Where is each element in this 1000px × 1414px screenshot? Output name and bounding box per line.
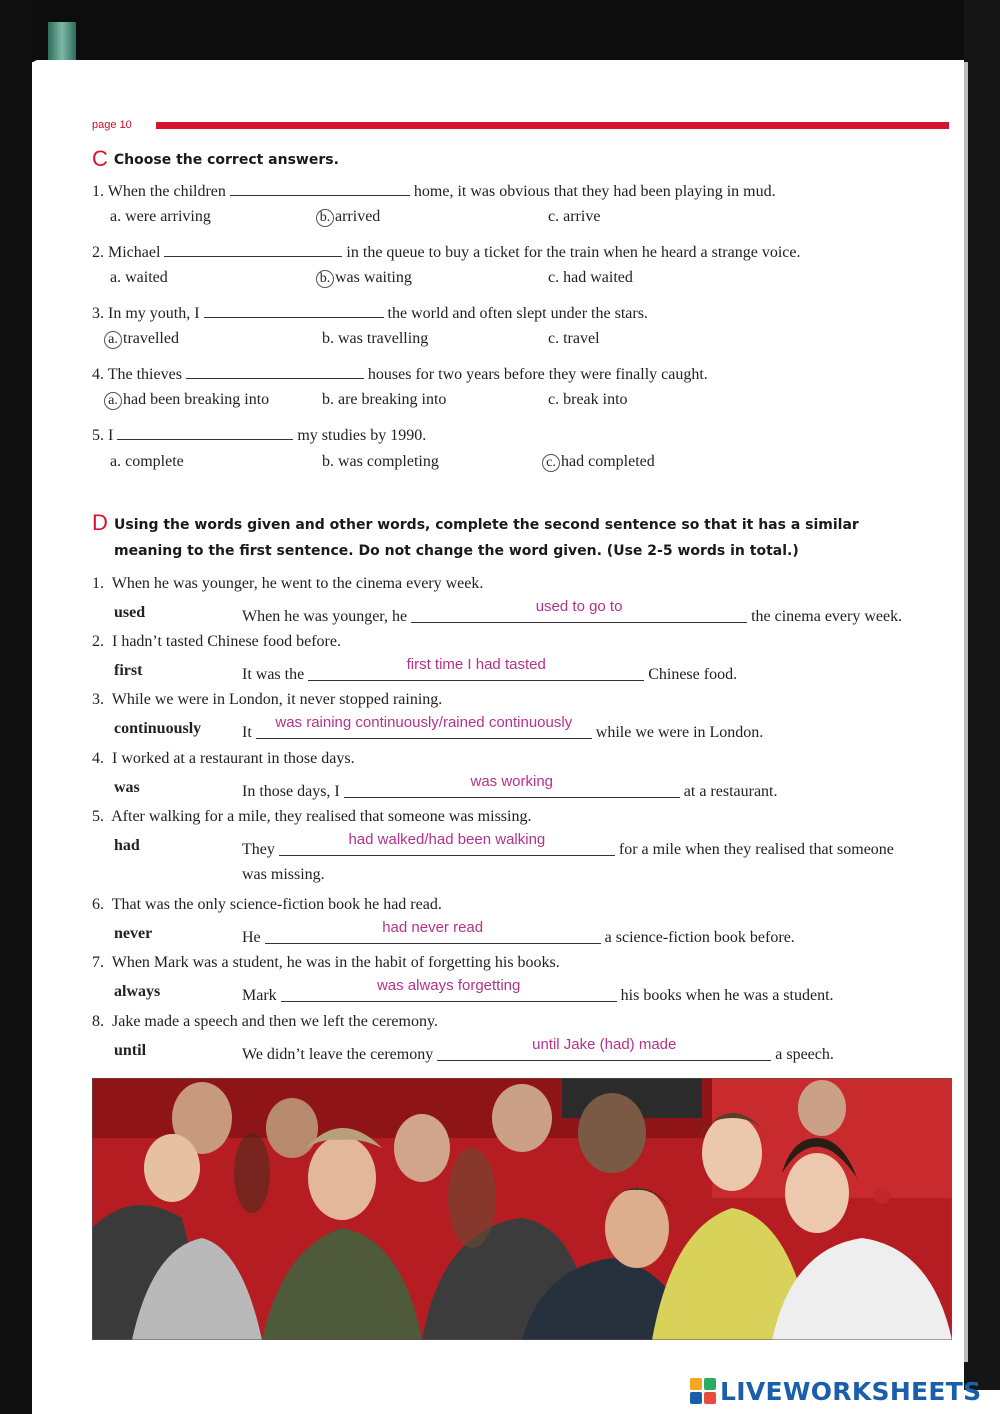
- item-6-original: 6. That was the only science-fiction book he had read.: [92, 896, 442, 913]
- item-1-original: 1. When he was younger, he went to the cinema every week.: [92, 575, 484, 592]
- item-8-original: 8. Jake made a speech and then we left the ceremony.: [92, 1013, 438, 1030]
- option-a-selected[interactable]: a. travelled: [104, 330, 179, 349]
- section-c-title: Choose the correct answers.: [113, 152, 339, 168]
- question-3: 3. In my youth, I the world and often slept under the stars.: [92, 305, 648, 322]
- option-c[interactable]: c. arrive: [548, 208, 601, 225]
- selection-circle: a.: [104, 331, 122, 349]
- question-4: 4. The thieves houses for two years before they were finally caught.: [92, 366, 708, 383]
- item-5-key-word: had: [114, 837, 140, 854]
- item-3-sentence: It was raining continuously/rained continuously while we were in London.: [242, 714, 764, 741]
- option-b-selected[interactable]: b. was waiting: [316, 269, 412, 288]
- header-rule: [156, 122, 949, 129]
- answer-blank[interactable]: [230, 181, 410, 196]
- item-6-key-word: never: [114, 925, 153, 942]
- question-text: home, it was obvious that they had been playing in mud.: [413, 183, 776, 200]
- option-c[interactable]: c. break into: [548, 391, 628, 408]
- page-edge: [964, 62, 968, 1362]
- question-number: 1.: [92, 183, 104, 200]
- item-7-key-word: always: [114, 983, 161, 1000]
- answer-field[interactable]: first time I had tasted: [308, 662, 644, 681]
- option-a[interactable]: a. waited: [110, 269, 168, 286]
- answer-field[interactable]: was working: [344, 779, 680, 798]
- item-2-original: 2. I hadn’t tasted Chinese food before.: [92, 633, 341, 650]
- item-2-key-word: first: [114, 662, 143, 679]
- item-7-sentence: Mark was always forgetting his books when he was a student.: [242, 977, 834, 1004]
- item-5-sentence: They had walked/had been walking for a mile when they realised that someone: [242, 831, 894, 858]
- option-c-selected[interactable]: c. had completed: [542, 453, 655, 472]
- option-c[interactable]: c. had waited: [548, 269, 633, 286]
- option-b-selected[interactable]: b. arrived: [316, 208, 380, 227]
- option-a-selected[interactable]: a. had been breaking into: [104, 391, 269, 410]
- option-a[interactable]: a. were arriving: [110, 208, 211, 225]
- page-number: page 10: [92, 119, 132, 131]
- selection-circle: a.: [104, 392, 122, 410]
- item-6-sentence: He had never read a science-fiction book before.: [242, 919, 795, 946]
- option-c[interactable]: c. travel: [548, 330, 600, 347]
- option-b[interactable]: b. are breaking into: [322, 391, 447, 408]
- answer-field[interactable]: had never read: [265, 925, 601, 944]
- section-c-heading: [92, 146, 339, 172]
- item-4-key-word: was: [114, 779, 140, 796]
- crowd-photo-illustration: [92, 1078, 952, 1340]
- selection-circle: c.: [542, 454, 560, 472]
- scan-tab: [48, 22, 76, 62]
- section-d-letter: D: [92, 510, 108, 535]
- section-d-title: Using the words given and other words, complete the second sentence so that it has a similar meaning to the first sentence. Do not change the word given. (Use 2-5 words in total.): [114, 517, 859, 559]
- liveworksheets-logo[interactable]: [690, 1374, 981, 1408]
- item-3-original: 3. While we were in London, it never stopped raining.: [92, 691, 443, 708]
- item-1-key-word: used: [114, 604, 146, 621]
- section-d-letter-wrap: [92, 510, 114, 536]
- question-2: 2. Michael in the queue to buy a ticket for the train when he heard a strange voice.: [92, 244, 801, 261]
- answer-field[interactable]: had walked/had been walking: [279, 837, 615, 856]
- scan-border-left: [0, 0, 32, 1414]
- selection-circle: b.: [316, 270, 334, 288]
- item-4-original: 4. I worked at a restaurant in those days.: [92, 750, 355, 767]
- brand-icon: [690, 1378, 716, 1404]
- answer-field[interactable]: was always forgetting: [281, 983, 617, 1002]
- answer-blank[interactable]: [164, 242, 342, 257]
- item-8-key-word: until: [114, 1042, 147, 1059]
- answer-blank[interactable]: [204, 303, 384, 318]
- item-1-sentence: When he was younger, he used to go to the cinema every week.: [242, 598, 903, 625]
- answer-blank[interactable]: [117, 425, 293, 440]
- item-5-original: 5. After walking for a mile, they realised that someone was missing.: [92, 808, 532, 825]
- item-3-key-word: continuously: [114, 720, 202, 737]
- selection-circle: b.: [316, 209, 334, 227]
- page-header: [92, 116, 950, 138]
- section-c-letter: C: [92, 146, 108, 171]
- answer-field[interactable]: used to go to: [411, 604, 747, 623]
- brand-name: LIVEWORKSHEETS: [720, 1376, 982, 1406]
- option-b[interactable]: b. was travelling: [322, 330, 429, 347]
- option-a[interactable]: a. complete: [110, 453, 184, 470]
- question-5: 5. I my studies by 1990.: [92, 427, 427, 444]
- answer-field[interactable]: until Jake (had) made: [437, 1042, 771, 1061]
- crowd-photo: [92, 1078, 952, 1340]
- answer-field[interactable]: was raining continuously/rained continuously: [256, 720, 592, 739]
- question-1: [92, 181, 776, 201]
- scan-border-right: [964, 0, 1000, 1390]
- item-8-sentence: We didn’t leave the ceremony until Jake (had) made a speech.: [242, 1036, 834, 1063]
- item-4-sentence: In those days, I was working at a restaurant.: [242, 773, 778, 800]
- item-5-sentence-cont: was missing.: [242, 866, 325, 883]
- answer-blank[interactable]: [186, 364, 364, 379]
- item-7-original: 7. When Mark was a student, he was in the habit of forgetting his books.: [92, 954, 560, 971]
- question-text: When the children: [107, 183, 226, 200]
- item-2-sentence: It was the first time I had tasted Chinese food.: [242, 656, 738, 683]
- option-b[interactable]: b. was completing: [322, 453, 439, 470]
- scan-border-top: [0, 0, 1000, 62]
